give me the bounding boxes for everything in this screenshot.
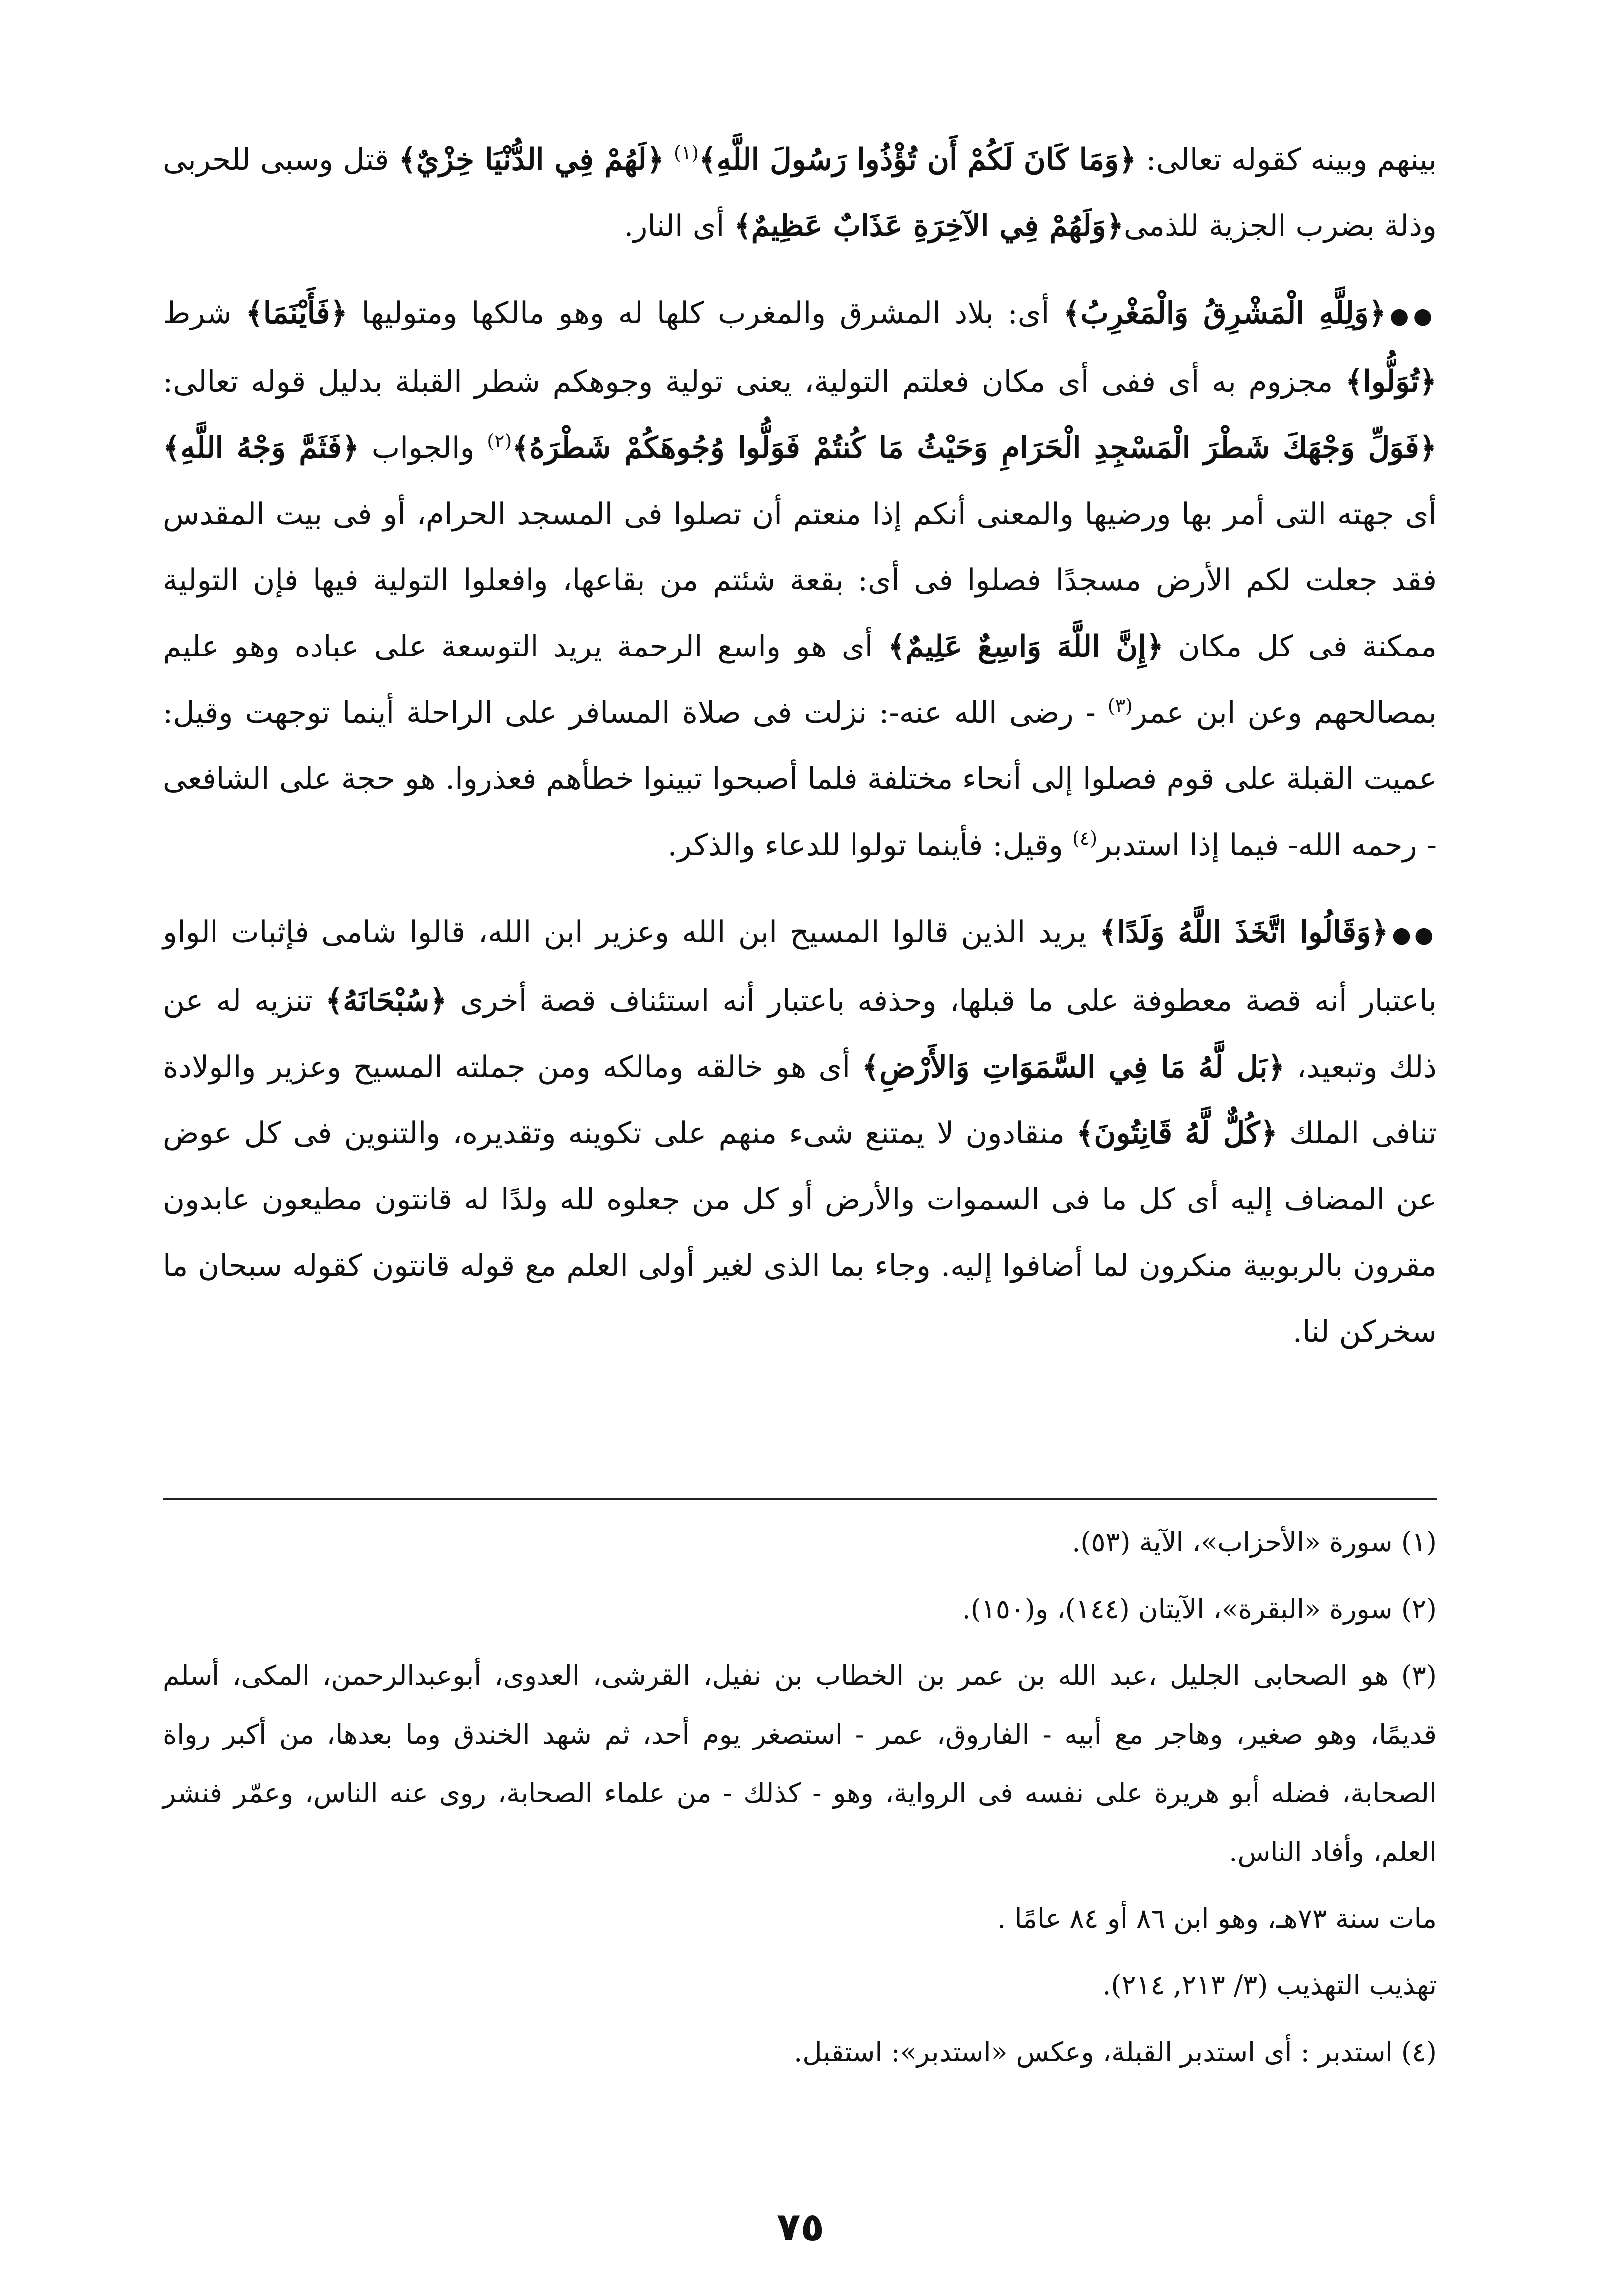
footnote-3-death: مات سنة ٧٣هـ، وهو ابن ٨٦ أو ٨٤ عامًا . [997, 1903, 1437, 1934]
quran-verse: ﴿وَقَالُوا اتَّخَذَ اللَّهُ وَلَدًا﴾ [1099, 915, 1388, 950]
text-run: أى هو خالقه ومالكه ومن جملته المسيح وعزير والولادة تنافى الملك [163, 1050, 1437, 1151]
main-text [163, 127, 1437, 1365]
footnote-3-source: تهذيب التهذيب (٣/ ٢١٣, ٢١٤). [1102, 1969, 1437, 2001]
bullet-icon: ●● [1389, 303, 1437, 328]
text-run: مجزوم به أى ففى أى مكان فعلتم التولية، يعنى تولية وجوهكم شطر القبلة بدليل قوله تعالى: [163, 364, 1346, 399]
quran-verse: ﴿وَلَهُمْ فِي الآخِرَةِ عَذَابٌ عَظِيمٌ﴾ [734, 209, 1124, 243]
text-run: والجواب [359, 431, 487, 465]
footnote-ref: (٤) [1072, 827, 1098, 849]
quran-verse: ﴿بَل لَّهُ مَا فِي السَّمَوَاتِ وَالأَرْضِ﴾ [862, 1050, 1285, 1085]
text-run: شرط [163, 296, 246, 330]
quran-verse: ﴿وَمَا كَانَ لَكُمْ أَن تُؤْذُوا رَسُولَ اللَّهِ﴾ [699, 142, 1137, 177]
paragraph-2 [163, 280, 1437, 878]
paragraph-1 [163, 127, 1437, 259]
page-number: ٧٥ [776, 2205, 825, 2250]
text-run: أى جهته التى أمر بها ورضيها والمعنى أنكم إذا منعتم أن تصلوا فى المسجد الحرام، أو فى بيت المقدس فقد جعلت لكم الأرض مسجدًا فصلوا فى أى: بقعة شئتم من بقاعها، وافعلوا التولية فيها فإن التولية ممكنة فى كل مكان [163, 497, 1437, 664]
bullet-icon: ●● [1392, 922, 1437, 948]
text-run: أى النار. [624, 209, 734, 243]
text-run: أى هو واسع الرحمة يريد التوسعة على عباده وهو عليم بمصالحهم وعن ابن عمر [163, 629, 1437, 730]
quran-verse: ﴿كُلٌّ لَّهُ قَانِتُونَ﴾ [1076, 1116, 1278, 1151]
quran-verse: ﴿سُبْحَانَهُ﴾ [325, 984, 447, 1018]
text-run: يريد الذين قالوا المسيح ابن الله وعزير ابن الله، قالوا شامى فإثبات الواو باعتبار أنه قصة معطوفة على ما قبلها، وحذفه باعتبار أنه استئناف قصة أخرى [163, 915, 1437, 1018]
paragraph-3 [163, 899, 1437, 1365]
footnote-ref: (٣) [1107, 695, 1133, 717]
footnote-4: (٤) استدبر : أى استدبر القبلة، وعكس «استدبر»: استقبل. [794, 2036, 1437, 2068]
quran-verse: ﴿تُوَلُّوا﴾ [1345, 364, 1437, 399]
footnote-3: (٣) هو الصحابى الجليل ،عبد الله بن عمر بن الخطاب بن نفيل، القرشى، العدوى، أبوعبدالرحمن، المكى، أسلم قديمًا، وهو صغير، وهاجر مع أبيه - الفاروق، عمر - استصغر يوم أحد، ثم شهد الخندق وما بعدها، من أكبر رواة الصحابة، فضله أبو هريرة على نفسه فى الرواية، وهو - كذلك - من علماء الصحابة، روى عنه الناس، وعمّر فنشر العلم، وأفاد الناس. [163, 1660, 1437, 1867]
text-run: بينهم وبينه كقوله تعالى: [1136, 142, 1437, 177]
footnotes [163, 1513, 1437, 2081]
quran-verse: ﴿فَثَمَّ وَجْهُ اللَّهِ﴾ [163, 431, 360, 465]
footnote-divider [163, 1498, 1437, 1500]
footnote-1: (١) سورة «الأحزاب»، الآية (٥٣). [1072, 1527, 1437, 1558]
quran-verse: ﴿إِنَّ اللَّهَ وَاسِعٌ عَلِيمٌ﴾ [888, 629, 1164, 664]
quran-verse: ﴿فَأَيْنَمَا﴾ [245, 296, 348, 330]
quran-verse: ﴿فَوَلِّ وَجْهَكَ شَطْرَ الْمَسْجِدِ الْحَرَامِ وَحَيْثُ مَا كُنتُمْ فَوَلُّوا وُجُوهَكُمْ شَطْرَهُ﴾ [512, 431, 1437, 465]
footnote-ref: (١) [674, 142, 699, 164]
footnote-2: (٢) سورة «البقرة»، الآيتان (١٤٤)، و(١٥٠). [962, 1593, 1437, 1625]
text-run: وقيل: فأينما تولوا للدعاء والذكر. [667, 828, 1072, 863]
text-run: قتل وسبى للحربى وذلة بضرب الجزية للذمى [163, 142, 1437, 243]
quran-verse: ﴿لَهُمْ فِي الدُّنْيَا خِزْيٌ﴾ [398, 142, 664, 177]
text-run [664, 142, 674, 177]
text-run: منقادون لا يمتنع شىء منهم على تكوينه وتقديره، والتنوين فى كل عوض عن المضاف إليه أى كل ما فى السموات والأرض أو كل من جعلوه لله ولدًا له قانتون مطيعون عابدون مقرون بالربوبية منكرون لما أضافوا إليه. وجاء بما الذى لغير أولى العلم مع قوله قانتون كقوله سبحان ما سخركن لنا. [163, 1116, 1437, 1349]
text-run: تنزيه له عن ذلك وتبعيد، [163, 984, 1437, 1085]
text-run: أى: بلاد المشرق والمغرب كلها له وهو مالكها ومتوليها [347, 296, 1064, 330]
footnote-ref: (٢) [487, 430, 512, 452]
text-run: - رضى الله عنه-: نزلت فى صلاة المسافر على الراحلة أينما توجهت وقيل: عميت القبلة على قوم فصلوا إلى أنحاء مختلفة فلما أصبحوا تبينوا خطأهم فعذروا. هو حجة على الشافعى - رحمه الله- فيما إذا استدبر [163, 695, 1437, 863]
quran-verse: ﴿وَلِلَّهِ الْمَشْرِقُ وَالْمَغْرِبُ﴾ [1063, 296, 1386, 330]
